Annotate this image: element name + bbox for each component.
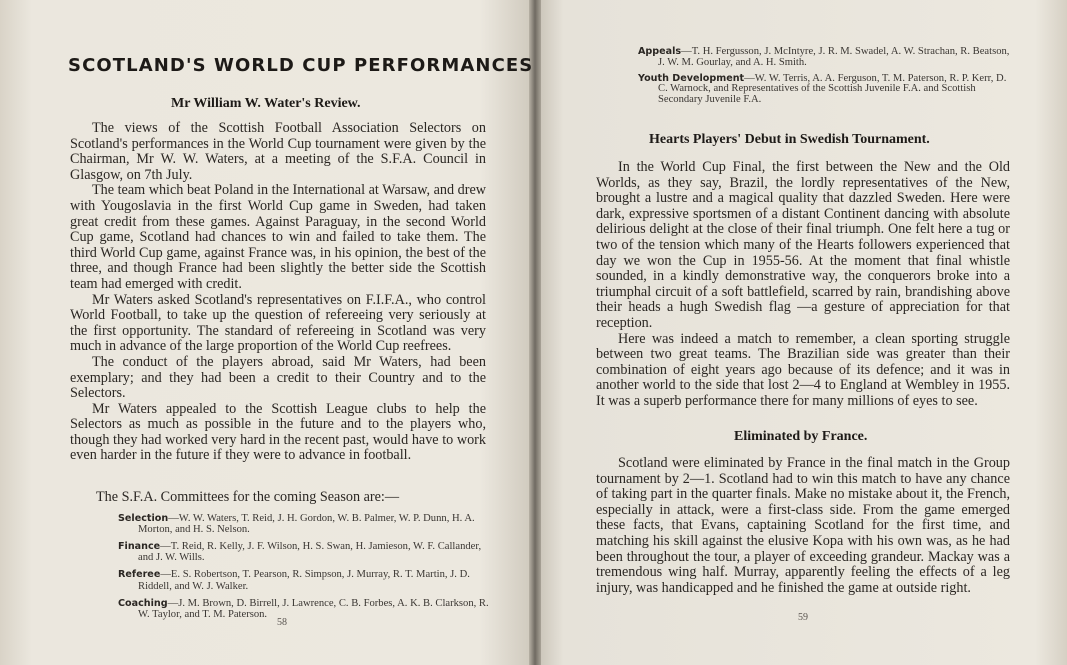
committee-entry (118, 541, 490, 563)
committee-entry (118, 513, 490, 535)
committee-entry (638, 47, 1010, 69)
committee-names: —J. M. Brown, D. Birrell, J. Lawrence, C. B. Forbes, A. K. B. Clarkson, R. W. Taylor, and T. M. Paterson. (138, 597, 489, 620)
committees-intro: The S.F.A. Committees for the coming Season are:— (96, 489, 400, 505)
committee-list (118, 513, 490, 626)
france-body (596, 456, 1010, 596)
france-heading: Eliminated by France. (734, 429, 868, 444)
review-heading: Mr William W. Water's Review. (171, 96, 361, 111)
page-title: SCOTLAND'S WORLD CUP PERFORMANCES (68, 55, 534, 76)
france-paragraph: Scotland were eliminated by France in the final match in the Group tournament by 2—1. Scotland had to win this match to have any chance of taking part in the quarter finals. Make no mistake about it, the French, especially in attack, were a first-class side. From the game emerged these facts, that Evans, captaining Scotland for the first time, and matching his skill against the elusive Kopa with his own was, as he had been throughout the tour, a player of exceeding grandeur. Mackay was a tremendous wing half. Murray, apparently feeling the effects of a leg injury, was handicapped and he finished the game at outside right. (596, 455, 1010, 596)
review-paragraph: Mr Waters appealed to the Scottish League clubs to help the Selectors as much as possible in the future and to the players who, though they had worked very hard in the recent past, would have to work even harder in the future if they were to advance in football. (70, 400, 486, 464)
hearts-paragraph: In the World Cup Final, the first between the New and the Old Worlds, as they say, Brazil, the lordly representatives of the New, brought a lustre and a magical quality that dazzled Sweden. Here were dark, expressive sportsmen of a distant Continent dancing with absolute delirious delight at the close of their final triumph. One felt here a tug or two of the tension which many of the Hearts followers experienced that day we won the Cup in 1955-56. At the moment that final whistle sounded, in a kindly demonstrative way, the conquerors broke into a triumphal circuit of a soft battlefield, scarred by rain, brandishing above their heads a hugh Swedish flag —a gesture of appreciation for that reception. (596, 159, 1010, 331)
committee-names: —W. W. Waters, T. Reid, J. H. Gordon, W. B. Palmer, W. P. Dunn, H. A. Morton, and H. S. Nelson. (138, 513, 475, 536)
committee-label: Finance (118, 541, 161, 553)
committee-label: Youth Development (638, 72, 745, 84)
hearts-heading: Hearts Players' Debut in Swedish Tournament. (649, 132, 930, 147)
page-number-left: 58 (277, 617, 287, 628)
review-paragraph: Mr Waters asked Scotland's representatives on F.I.F.A., who control World Football, to take up the question of refereeing very seriously at the first opportunity. The standard of refereeing in Scotland was very much in advance of the large proportion of the World Cup reefrees. (70, 291, 486, 355)
committee-names: —T. H. Fergusson, J. McIntyre, J. R. M. Swadel, A. W. Strachan, R. Beatson, J. W. M. Gourlay, and A. H. Smith. (658, 46, 1010, 68)
committee-label: Coaching (118, 597, 168, 609)
committee-names: —W. W. Terris, A. A. Ferguson, T. M. Paterson, R. P. Kerr, D. C. Warnock, and Representatives of the Scottish Juvenile F.A. and Scottish Secondary Juvenile F.A. (658, 72, 1007, 106)
committee-label: Appeals (638, 46, 682, 57)
page-number-right: 59 (798, 612, 808, 623)
hearts-paragraph: Here was indeed a match to remember, a clean sporting struggle between two great teams. The Brazilian side was greater than their combination of eight years ago because of its defence; and it was in another world to the side that lost 2—4 to England at Wembley in 1955. It was a superb performance there for many millions of eyes to see. (596, 330, 1010, 409)
committee-entry (118, 569, 490, 591)
committee-names: —T. Reid, R. Kelly, J. F. Wilson, H. S. Swan, H. Jamieson, W. F. Callander, and J. W. Wills. (138, 541, 482, 564)
committee-entry (118, 598, 490, 620)
review-paragraph: The team which beat Poland in the International at Warsaw, and drew with Yougoslavia in the first World Cup game in Sweden, had taken great credit from these games. Against Paraguay, in the second World Cup game, Scotland had chances to win and failed to take them. The third World Cup game, against France was, in his opinion, the best of the three, and though France had been slightly the better side the Scottish team had emerged with credit. (70, 182, 486, 292)
review-paragraph: The conduct of the players abroad, said Mr Waters, had been exemplary; and they had been a credit to their Country and to the Selectors. (70, 353, 486, 402)
committee-label: Selection (118, 513, 169, 524)
committee-entry (638, 74, 1010, 106)
review-paragraph: The views of the Scottish Football Association Selectors on Scotland's performances in the World Cup tournament were given by the Chairman, Mr W. W. Waters, at a meeting of the S.F.A. Council in Glasgow, on 7th July. (70, 120, 486, 183)
committee-list-continued (638, 47, 1010, 111)
committee-label: Referee (118, 569, 161, 581)
hearts-body (596, 160, 1010, 410)
review-body (70, 121, 486, 464)
book-gutter (529, 0, 541, 665)
committee-names: —E. S. Robertson, T. Pearson, R. Simpson, J. Murray, R. T. Martin, J. D. Riddell, and W. J. Walker. (138, 569, 470, 592)
